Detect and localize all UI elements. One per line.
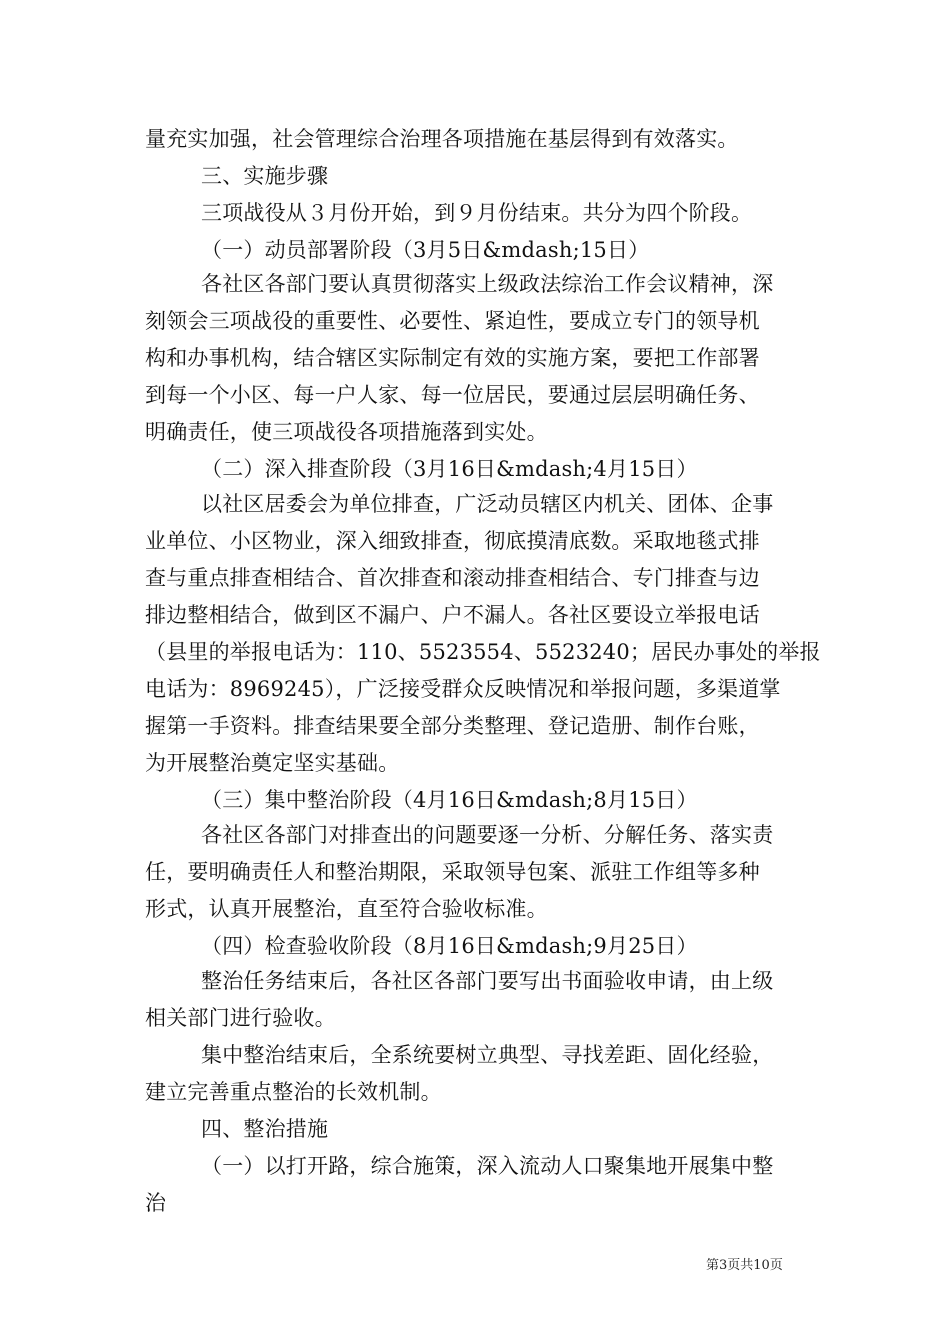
text-line: 明确责任，使三项战役各项措施落到实处。	[145, 420, 548, 444]
text-line: 各社区各部门对排查出的问题要逐一分析、分解任务、落实责	[201, 823, 774, 847]
text-line: 业单位、小区物业，深入细致排查，彻底摸清底数。采取地毯式排	[145, 529, 760, 553]
text-line: 整治任务结束后，各社区各部门要写出书面验收申请，由上级	[201, 969, 774, 993]
subsection-heading: （一）动员部署阶段（3月5日&mdash;15日）	[201, 238, 650, 262]
page-number: 第3页共10页	[706, 1258, 783, 1273]
text-line: （县里的举报电话为：110、5523554、5523240；居民办事处的举报	[145, 640, 821, 664]
section-heading: 四、整治措施	[201, 1117, 329, 1141]
text-line: 相关部门进行验收。	[145, 1006, 336, 1030]
text-line: 握第一手资料。排查结果要全部分类整理、登记造册、制作台账，	[145, 714, 760, 738]
text-line: 建立完善重点整治的长效机制。	[145, 1080, 442, 1104]
text-line: 形式，认真开展整治，直至符合验收标准。	[145, 897, 548, 921]
text-line: 构和办事机构，结合辖区实际制定有效的实施方案，要把工作部署	[145, 346, 760, 370]
subsection-heading: （二）深入排查阶段（3月16日&mdash;4月15日）	[201, 457, 698, 481]
subsection-heading: （四）检查验收阶段（8月16日&mdash;9月25日）	[201, 934, 698, 958]
text-line: 排边整相结合，做到区不漏户、户不漏人。各社区要设立举报电话	[145, 603, 760, 627]
text-line: 查与重点排查相结合、首次排查和滚动排查相结合、专门排查与边	[145, 566, 760, 590]
text-line: 集中整治结束后，全系统要树立典型、寻找差距、固化经验，	[201, 1043, 774, 1067]
text-line: 为开展整治奠定坚实基础。	[145, 751, 400, 775]
subsection-heading: （一）以打开路，综合施策，深入流动人口聚集地开展集中整	[201, 1154, 774, 1178]
text-line: 刻领会三项战役的重要性、必要性、紧迫性，要成立专门的领导机	[145, 309, 760, 333]
text-line: 各社区各部门要认真贯彻落实上级政法综治工作会议精神，深	[201, 272, 774, 296]
text-line: 电话为：8969245），广泛接受群众反映情况和举报问题，多渠道掌	[145, 677, 781, 701]
text-line: 三项战役从３月份开始，到９月份结束。共分为四个阶段。	[201, 201, 753, 225]
text-line: 治	[145, 1191, 167, 1215]
subsection-heading: （三）集中整治阶段（4月16日&mdash;8月15日）	[201, 788, 698, 812]
text-line: 到每一个小区、每一户人家、每一位居民，要通过层层明确任务、	[145, 383, 760, 407]
text-line: 以社区居委会为单位排查，广泛动员辖区内机关、团体、企事	[201, 492, 774, 516]
section-heading: 三、实施步骤	[201, 164, 329, 188]
text-line: 量充实加强，社会管理综合治理各项措施在基层得到有效落实。	[145, 127, 739, 151]
text-line: 任，要明确责任人和整治期限，采取领导包案、派驻工作组等多种	[145, 860, 760, 884]
